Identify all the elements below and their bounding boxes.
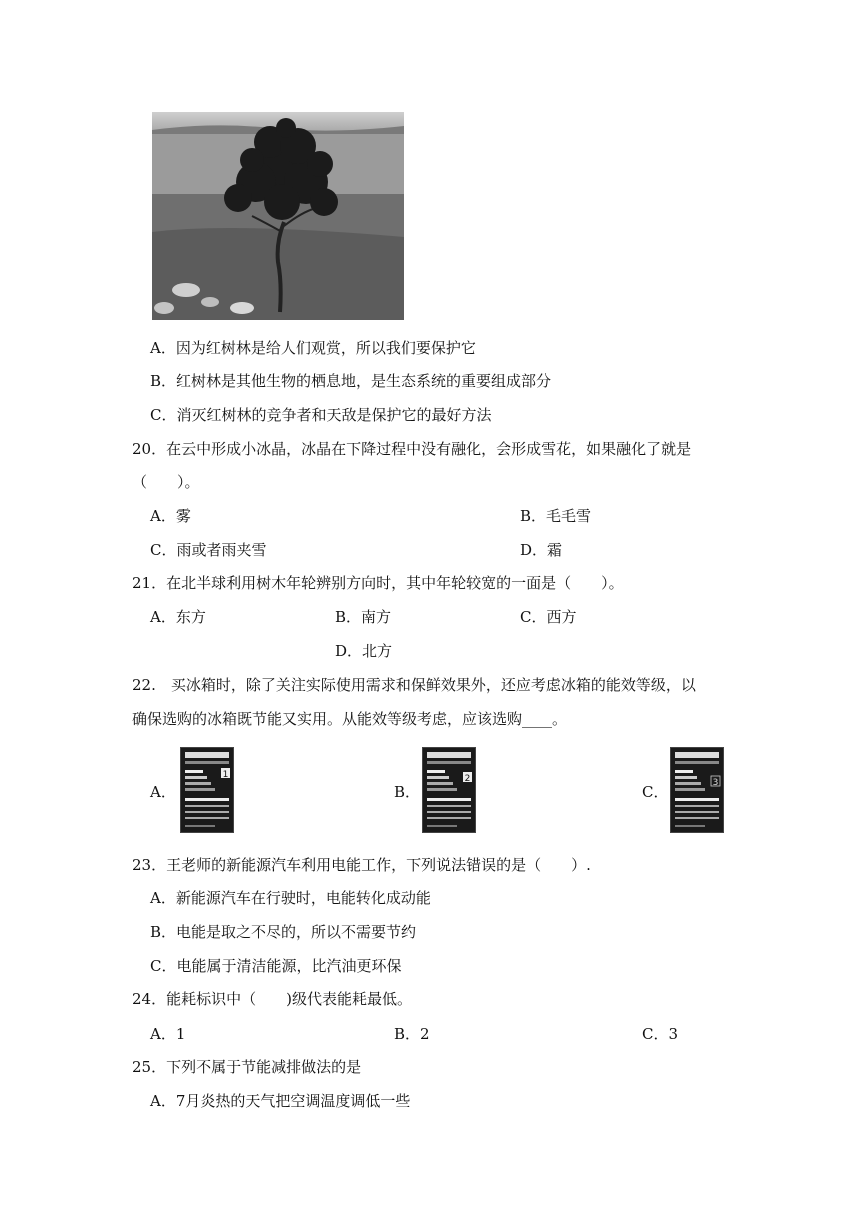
energy-label-image-grade-3 bbox=[670, 747, 724, 833]
q21-option-d: D．北方 bbox=[335, 642, 393, 660]
q20-stem-line2: （ ）。 bbox=[132, 473, 200, 491]
q22-option-a-letter: A． bbox=[150, 783, 176, 801]
grade-number: 3 bbox=[712, 778, 719, 788]
grade-number: 2 bbox=[464, 774, 471, 784]
q20-option-a: A．雾 bbox=[150, 507, 191, 525]
q24-option-c: C．3 bbox=[642, 1025, 679, 1043]
q20-option-c: C．雨或者雨夹雪 bbox=[150, 541, 267, 559]
q24-option-a: A．1 bbox=[150, 1025, 186, 1043]
q20-option-b: B．毛毛雪 bbox=[520, 507, 592, 525]
q24-stem: 24．能耗标识中（ )级代表能耗最低。 bbox=[132, 990, 412, 1008]
q21-option-b: B．南方 bbox=[335, 608, 392, 626]
q21-option-c: C．西方 bbox=[520, 608, 577, 626]
q23-stem: 23．王老师的新能源汽车利用电能工作，下列说法错误的是（ ）. bbox=[132, 856, 591, 874]
energy-label-image-grade-2 bbox=[422, 747, 476, 833]
q24-option-b: B．2 bbox=[394, 1025, 430, 1043]
q25-stem: 25．下列不属于节能减排做法的是 bbox=[132, 1058, 362, 1076]
q21-stem: 21．在北半球利用树木年轮辨别方向时，其中年轮较宽的一面是（ ）。 bbox=[132, 574, 624, 592]
energy-label-image-grade-1 bbox=[180, 747, 234, 833]
mangrove-photo bbox=[152, 112, 404, 320]
grade-number: 1 bbox=[222, 770, 229, 780]
q21-option-a: A．东方 bbox=[150, 608, 206, 626]
q20-stem-line1: 20．在云中形成小冰晶，冰晶在下降过程中没有融化，会形成雪花，如果融化了就是 bbox=[132, 440, 692, 458]
q23-option-b: B．电能是取之不尽的，所以不需要节约 bbox=[150, 923, 417, 941]
q22-option-c-letter: C． bbox=[642, 783, 669, 801]
q23-option-c: C．电能属于清洁能源，比汽油更环保 bbox=[150, 957, 402, 975]
q22-option-b-letter: B． bbox=[394, 783, 421, 801]
q22-stem-line1: 22. 买冰箱时，除了关注实际使用需求和保鲜效果外，还应考虑冰箱的能效等级，以 bbox=[132, 676, 696, 694]
q20-option-d: D．霜 bbox=[520, 541, 563, 559]
q22-stem-line2: 确保选购的冰箱既节能又实用。从能效等级考虑，应该选购____。 bbox=[132, 710, 568, 728]
q23-option-a: A．新能源汽车在行驶时，电能转化成动能 bbox=[150, 889, 431, 907]
q19-option-c: C．消灭红树林的竞争者和天敌是保护它的最好方法 bbox=[150, 406, 492, 424]
q19-option-a: A．因为红树林是给人们观赏，所以我们要保护它 bbox=[150, 339, 476, 357]
q25-option-a: A．7月炎热的天气把空调温度调低一些 bbox=[150, 1092, 411, 1110]
q19-option-b: B．红树林是其他生物的栖息地，是生态系统的重要组成部分 bbox=[150, 372, 552, 390]
